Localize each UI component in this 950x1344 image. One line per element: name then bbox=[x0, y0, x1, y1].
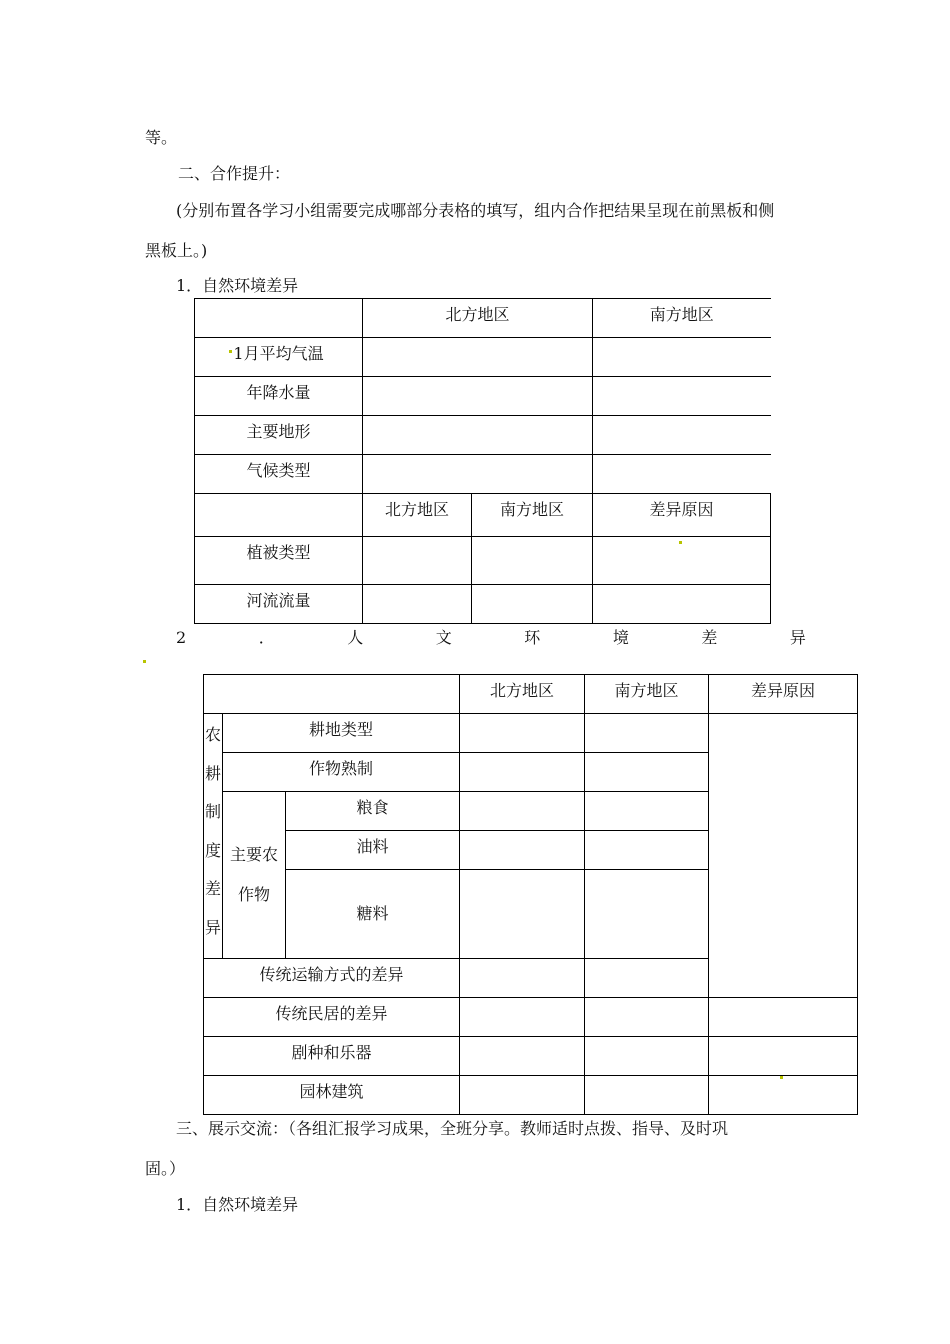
table-cell bbox=[204, 675, 460, 714]
column-header-south: 南方地区 bbox=[593, 299, 771, 338]
table-cell bbox=[195, 494, 363, 537]
heading-char: 差 bbox=[701, 628, 718, 647]
table-cell[interactable] bbox=[585, 959, 709, 998]
section-heading-3: 三、展示交流：（各组汇报学习成果，全班分享。教师适时点拨、指导、及时巩 bbox=[176, 1119, 729, 1138]
heading-char: 文 bbox=[435, 628, 452, 647]
group-label-farming bbox=[204, 714, 223, 959]
instruction-line-1: (分别布置各学习小组需要完成哪部分表格的填写，组内合作把结果呈现在前黑板和侧 bbox=[176, 201, 775, 220]
artifact-dot bbox=[679, 541, 682, 544]
table-row bbox=[204, 1037, 858, 1076]
column-header-north: 北方地区 bbox=[363, 494, 472, 537]
table-cell[interactable] bbox=[709, 1076, 858, 1115]
table-cell[interactable] bbox=[593, 455, 771, 494]
table-cell[interactable] bbox=[363, 338, 593, 377]
table-cell[interactable] bbox=[460, 792, 585, 831]
table-cell[interactable] bbox=[460, 753, 585, 792]
table-cell[interactable] bbox=[363, 416, 593, 455]
row-label: 主要地形 bbox=[195, 416, 363, 455]
heading-char: 2 bbox=[176, 628, 187, 647]
table-row bbox=[204, 998, 858, 1037]
heading-char: ． bbox=[258, 628, 275, 647]
row-label: 传统民居的差异 bbox=[204, 998, 460, 1037]
text-continuation: 等。 bbox=[145, 128, 178, 147]
natural-environment-table bbox=[194, 298, 771, 624]
item-heading-natural-repeat: 1．自然环境差异 bbox=[176, 1195, 299, 1214]
row-label: 气候类型 bbox=[195, 455, 363, 494]
table-cell[interactable] bbox=[460, 870, 585, 959]
heading-char: 境 bbox=[612, 628, 629, 647]
table-cell[interactable] bbox=[593, 377, 771, 416]
table-cell[interactable] bbox=[585, 1037, 709, 1076]
row-label: 传统运输方式的差异 bbox=[204, 959, 460, 998]
table-cell[interactable] bbox=[460, 1037, 585, 1076]
table-cell[interactable] bbox=[585, 753, 709, 792]
table-row bbox=[195, 416, 771, 455]
table-row bbox=[195, 377, 771, 416]
row-label: 剧种和乐器 bbox=[204, 1037, 460, 1076]
subgroup-label-crops bbox=[223, 792, 286, 959]
heading-char: 异 bbox=[789, 628, 806, 647]
human-environment-table bbox=[203, 674, 858, 1115]
item-heading-human bbox=[176, 628, 806, 648]
row-label: 作物熟制 bbox=[223, 753, 460, 792]
table-cell bbox=[195, 299, 363, 338]
table-cell[interactable] bbox=[585, 998, 709, 1037]
row-label: 粮食 bbox=[286, 792, 460, 831]
row-label: 植被类型 bbox=[195, 537, 363, 585]
artifact-dot bbox=[780, 1076, 783, 1079]
column-header-south: 南方地区 bbox=[472, 494, 593, 537]
section3-continuation: 固。） bbox=[145, 1159, 186, 1178]
table-row bbox=[195, 585, 771, 624]
table-row bbox=[204, 675, 858, 714]
column-header-reason: 差异原因 bbox=[709, 675, 858, 714]
heading-char: 人 bbox=[347, 628, 364, 647]
artifact-dot bbox=[229, 350, 232, 353]
table-cell[interactable] bbox=[363, 455, 593, 494]
row-label: 糖料 bbox=[286, 870, 460, 959]
table-cell[interactable] bbox=[585, 831, 709, 870]
table-cell[interactable] bbox=[460, 831, 585, 870]
table-cell[interactable] bbox=[585, 870, 709, 959]
table-cell[interactable] bbox=[460, 959, 585, 998]
table-cell[interactable] bbox=[585, 1076, 709, 1115]
table-cell[interactable] bbox=[585, 792, 709, 831]
heading-char: 环 bbox=[524, 628, 541, 647]
table-cell[interactable] bbox=[585, 714, 709, 753]
table-cell[interactable] bbox=[593, 585, 771, 624]
column-header-reason: 差异原因 bbox=[593, 494, 771, 537]
row-label: 油料 bbox=[286, 831, 460, 870]
table-cell[interactable] bbox=[709, 998, 858, 1037]
table-cell[interactable] bbox=[709, 1037, 858, 1076]
instruction-line-2: 黑板上。) bbox=[145, 241, 208, 260]
row-label: 年降水量 bbox=[195, 377, 363, 416]
table-cell[interactable] bbox=[593, 416, 771, 455]
table-cell[interactable] bbox=[363, 377, 593, 416]
column-header-north: 北方地区 bbox=[460, 675, 585, 714]
table-row bbox=[195, 494, 771, 537]
table-row bbox=[195, 299, 771, 338]
row-label: 河流流量 bbox=[195, 585, 363, 624]
table-cell[interactable] bbox=[472, 537, 593, 585]
table-cell[interactable] bbox=[460, 1076, 585, 1115]
row-label: 耕地类型 bbox=[223, 714, 460, 753]
column-header-north: 北方地区 bbox=[363, 299, 593, 338]
table-cell[interactable] bbox=[363, 585, 472, 624]
table-cell[interactable] bbox=[460, 714, 585, 753]
vertical-label: 农耕制度差异 bbox=[205, 725, 222, 937]
item-heading-natural: 1．自然环境差异 bbox=[176, 276, 299, 295]
artifact-dot bbox=[143, 660, 146, 663]
table-row bbox=[204, 1076, 858, 1115]
row-label: 1月平均气温 bbox=[195, 338, 363, 377]
table-row bbox=[195, 455, 771, 494]
table-cell[interactable] bbox=[460, 998, 585, 1037]
reason-cell-merged[interactable] bbox=[709, 714, 858, 998]
column-header-south: 南方地区 bbox=[585, 675, 709, 714]
table-cell[interactable] bbox=[363, 537, 472, 585]
subgroup-label-text: 主要农作物 bbox=[230, 845, 279, 904]
table-cell[interactable] bbox=[472, 585, 593, 624]
row-label: 园林建筑 bbox=[204, 1076, 460, 1115]
table-row bbox=[195, 537, 771, 585]
table-row bbox=[204, 714, 858, 753]
section-heading-2: 二、合作提升： bbox=[178, 164, 291, 183]
table-cell[interactable] bbox=[593, 338, 771, 377]
table-row bbox=[195, 338, 771, 377]
